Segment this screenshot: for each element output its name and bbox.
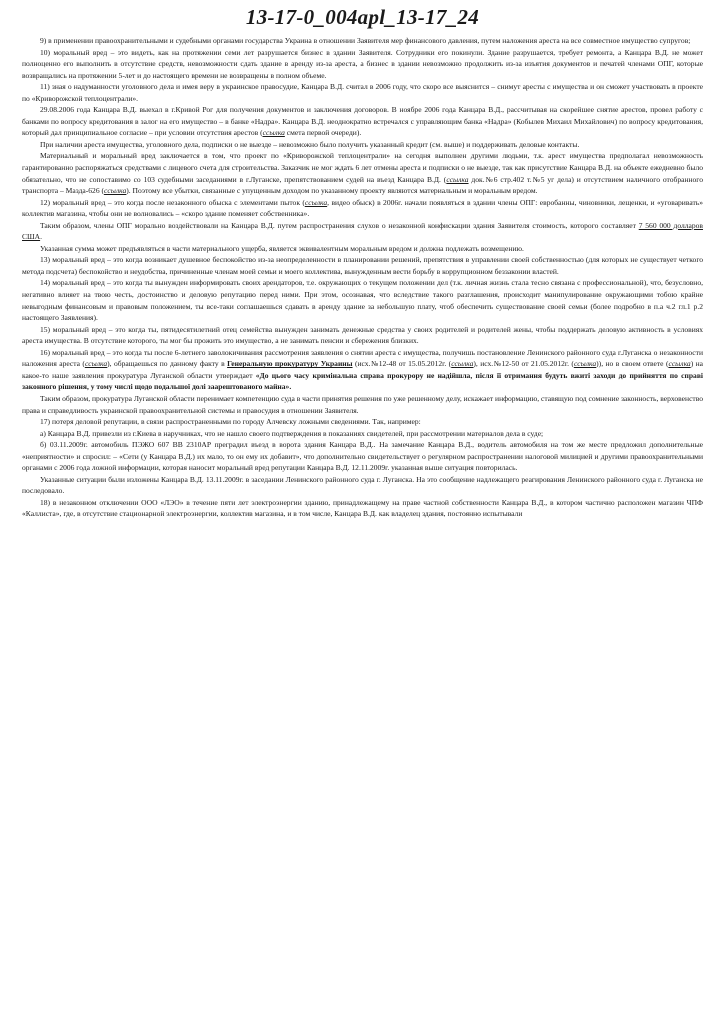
paragraph-text: 10) моральный вред – это видеть, как на протяжении семи лет разрушается бизнес в здании Заявителя. Сотрудники его покинули. Здание разрушается, требует ремонта, а Канцара В.Д. не может полноценно его выполнить в отсутствие средств, невозможности сдать здание в аренду из-за ареста, а бизнес в здании невозможно продолжить из-за изъятия документов и печатей членами ОПГ, которые возвращались на протяжении 5-лет и до настоящего времени не возвращены в полном объеме. (22, 47, 703, 80)
paragraph-text: б) 03.11.2009г. автомобиль ПЭЖО 607 ВВ 2310АР преградил въезд в ворота здания Канцара В.Д.. На замечание Канцара В.Д., водитель автомобиля на том же месте предложил дополнительные «неприятности» и спросил: – «Сети (у Канцара В.Д.) их мало, то он ему их добавит», что дополнительно свидетельствует о регулярном распространении налоговой милицией и другими правоохранительными органами с 2006 года ложной информации, которая наносит моральный вред репутации Канцара В.Д. 12.11.2009г. указанная выше ситуация повторилась. (22, 440, 703, 473)
paragraph-text: . (40, 232, 42, 242)
paragraph (22, 139, 703, 151)
paragraph-text: а) Канцара В.Д. привезли из г.Киева в наручниках, что не нашло своего подтверждения в показаниях свидетелей, при рассмотрении материалов дела в суде; (40, 428, 544, 438)
paragraph (22, 428, 703, 440)
paragraph-text: ), исх.№12-50 от 21.05.2012г. ( (473, 359, 574, 369)
paragraph-text: 17) потеря деловой репутации, в связи распространенными по городу Алчевску ложными сведениями. Так, например: (40, 417, 421, 427)
reference-link[interactable]: ссылка (304, 197, 328, 207)
emphasis-text: 7 560 000 долларов США (22, 220, 703, 242)
reference-link[interactable]: ссылка (451, 359, 474, 369)
paragraph-text: смета первой очереди). (284, 128, 362, 138)
paragraph (22, 104, 703, 139)
paragraph (22, 324, 703, 347)
paragraph-text: , видео обыск) в 2006г. начали появляться в здании члены ОПГ: евробанны, чиновники, лещенки, и «уговаривать» коллектив магазина, чтобы они не волновались – «скоро здание поменяет собственника». (22, 197, 703, 219)
paragraph-text: Таким образом, члены ОПГ морально воздействовали на Канцара В.Д. путем распространения слухов о незаконной конфискации здания Заявителя стоимость, которого составляет (40, 220, 639, 230)
paragraph (22, 277, 703, 323)
paragraph-text: 11) зная о надуманности уголовного дела и имея веру в украинское правосудие, Канцара В.Д. считал в 2006 году, что скоро все выяснится – снимут аресты с имущества и он сможет участвовать в проекте по «Криворожской теплоцентрали». (22, 82, 703, 103)
emphasis-text: Генеральную прокуратуру Украины (227, 359, 353, 369)
paragraph (22, 416, 703, 428)
paragraph-text: При наличии ареста имущества, уголовного дела, подписки о не выезде – невозможно было получить указанный кредит (см. выше) и поддерживать деловые контакты. (40, 139, 580, 149)
paragraph-text: 18) в незаконном отключении ООО «ЛЭО» в течение пяти лет электроэнергии зданию, принадлежащему на праве частной собственности Канцара В.Д., в котором частично расположен магазин ЧПФ «Каллиста», где, в отсутствие стационарной электроэнергии, коллектив магазина, и в том числе, Канцара В.Д. как владелец здания, постоянно испытывали (22, 497, 703, 519)
document-body (22, 35, 703, 520)
paragraph-text: Указанные ситуации были изложены Канцара В.Д. 13.11.2009г. в заседании Ленинского районного суда г. Луганска. На это сообщение надлежащего реагирования Ленинского районного суда г. Луганска не последовало. (22, 474, 703, 496)
reference-link[interactable]: ссылка (262, 128, 285, 138)
paragraph-text: 14) моральный вред – это когда ты вынужден информировать своих арендаторов, т.е. окружающих о текущем положении дел (т.к. личная жизнь стала тесно связана с профессиональной), что, безусловно, негативно влияет на твою честь, достоинство и деловую репутацию перед ними. При этом, осознавая, что вследствие такого разглашения, происходит манипулирование окружающими тобою крайне невыгодным финансовым и правовым положением, ты все-таки соглашаешься сдавать в аренду здание за небольшую плату, чтоб обеспечить существование своей семьи (более подробно в п.а ч.2 гл.1 р.2 настоящего Заявления). (22, 278, 703, 323)
paragraph (22, 243, 703, 255)
paragraph (22, 35, 703, 47)
paragraph-text: Таким образом, прокуратура Луганской области перенимает компетенцию суда в части принятия решения по уже решенному делу, искажает информацию, ставящую под сомнение законность, верховенство права и справедливость украинской правоохранительной системы и правосудия в отношении Заявителя. (22, 393, 703, 415)
paragraph (22, 47, 703, 82)
paragraph (22, 497, 703, 520)
paragraph-text: (исх.№12-48 от 15.05.2012г. ( (352, 359, 452, 369)
paragraph-text: 12) моральный вред – это когда после незаконного обыска с элементами пыток ( (40, 197, 305, 207)
reference-link[interactable]: ссылка (104, 186, 127, 196)
paragraph-text: Указанная сумма может предъявляться в части материального ущерба, является эквивалентным моральным вредом и должна подлежать возмещению. (40, 243, 524, 253)
reference-link[interactable]: ссылка (668, 359, 691, 369)
paragraph-text: док.№6 стр.402 т.№5 уг дела) и отсутствием наличного отобранного транспорта – Мазда-626 ( (22, 174, 703, 196)
paragraph-text: )), но в своем ответе ( (596, 359, 669, 369)
paragraph (22, 254, 703, 277)
paragraph (22, 393, 703, 416)
paragraph (22, 150, 703, 196)
paragraph (22, 474, 703, 497)
paragraph (22, 220, 703, 243)
paragraph (22, 197, 703, 220)
paragraph-text: 9) в применении правоохранительными и судебными органами государства Украина в отношении Заявителя мер финансового давления, путем наложения ареста на все совместное имущество супругов; (40, 36, 691, 45)
emphasis-text: «До цього часу кримінальна справа прокурору не надійшла, після її отримання будуть вжиті заходи до прийняття по справі законного рішення, у тому числі щодо подальшої долі заарештованого майна». (22, 370, 703, 392)
paragraph-text: Материальный и моральный вред заключается в том, что проект по «Криворожской теплоцентрали» на сегодня выполнен другими людьми, т.к. арест имущества предполагал невозможность гарантированно распоряжаться средствами с лицевого счета для строительства. Заказчик не мог ждать 6 лет отмены ареста и подписки о не выезде, так как присутствие Канцара В.Д. на объекте ежедневно было обязательно, что не сопоставимо со 103 судебными заседаниями в г.Луганске, препятствованием судей на въезд Канцара В.Д. ( (22, 151, 703, 184)
document-header: 13-17-0_004apl_13-17_24 (245, 5, 480, 29)
paragraph-text: ) на какое-то наше заявления прокуратура Луганской области утверждает (22, 359, 704, 380)
paragraph (22, 347, 703, 393)
paragraph (22, 439, 703, 474)
paragraph-text: ). Поэтому все убытки, связанные с упущенным доходом по указанному проекту являются материальным и моральным вредом. (126, 186, 538, 196)
paragraph-text: 29.08.2006 года Канцара В.Д. выехал в г.Кривой Рог для получения документов и заключения договоров. В ноябре 2006 года Канцара В.Д., рассчитывая на скорейшее снятие арестов, провел работу с банками по вопросу кредитования в залог на его имущество – в банке «Надра». Канцара В.Д. неоднократно встречался с управляющим банка «Надра» (Кобылев Михаил Михайлович) по вопросу кредитования, который дал принципиальное согласие – при условии отсутствия арестов ( (22, 105, 703, 138)
paragraph (22, 81, 703, 104)
paragraph-text: ), обращаешься по данному факту в (107, 359, 228, 369)
reference-link[interactable]: ссылка (84, 359, 108, 369)
reference-link[interactable]: ссылка (573, 359, 597, 369)
reference-link[interactable]: ссылка (446, 174, 469, 184)
paragraph-text: 15) моральный вред – это когда ты, пятидесятилетний отец семейства вынужден занимать денежные средства у своих родителей и родителей жены, чтобы поддержать деловую активность в условиях ареста имущества. В отсутствие которого, ты мог бы прожить это имущество, а не занимать пенсии и сбережения близких. (22, 324, 703, 346)
paragraph-text: 16) моральный вред – это когда ты после 6-летнего заволокичивания рассмотрения заявления о снятии ареста с имущества, получишь постановление Ленинского районного суда г.Луганска о незаконности наложения ареста ( (22, 347, 703, 369)
paragraph-text: 13) моральный вред – это когда возникает душевное беспокойство из-за неопределенности в планировании решений, препятствия в управлении своей собственностью (для которых не существует четкого метода подсчета) беспокойство и неудобства, причиненные членам моей семьи и моего коллектива, вынужденным вести борьбу в коррупционном беззаконии властей. (22, 255, 703, 276)
